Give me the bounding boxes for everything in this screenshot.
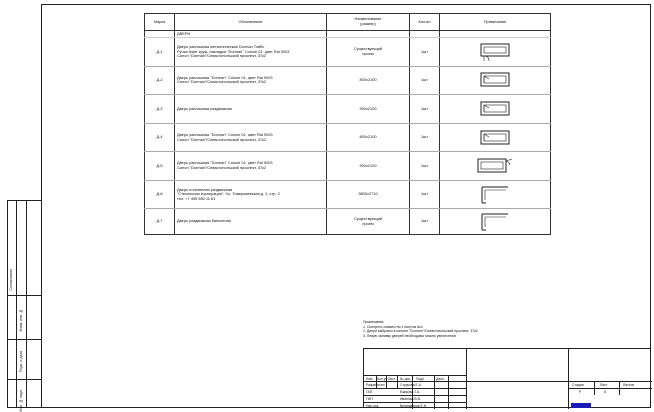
door-plan-sketch xyxy=(440,66,551,95)
stamp-stage-label: Стадия xyxy=(572,383,584,387)
stamp-divider xyxy=(466,349,467,409)
cell-qty: 1шт xyxy=(410,180,440,209)
cell-qty: 1шт xyxy=(410,66,440,95)
binding-label-replace: Взам. инв. № xyxy=(19,309,23,332)
table-row xyxy=(145,66,551,95)
note-line: 2. Двери выбраны в салоне "Dorman"/Севастопольский проспект, 37к2 xyxy=(363,329,478,334)
table-row xyxy=(145,123,551,152)
stamp-person: Иванова В.В. xyxy=(400,397,421,401)
stamp-person: Вениаминов Е.Н. xyxy=(400,404,428,408)
stamp-role: Нач.отд. xyxy=(366,404,380,408)
stamp-person: Струкова Е.А. xyxy=(400,383,422,387)
header-mark: Марка xyxy=(145,14,175,31)
cell-qty: 1шт xyxy=(410,95,440,124)
door-plan-sketch xyxy=(440,95,551,124)
header-name: Наименование (размер) xyxy=(327,14,410,31)
stamp-divider xyxy=(364,395,466,396)
binding-strip xyxy=(7,200,41,412)
cell-name: 900х2100 xyxy=(327,95,410,124)
stamp-sheet-value: 8 xyxy=(604,390,606,394)
header-designation: Обозначение xyxy=(175,14,327,31)
cell-qty: 1шт xyxy=(410,38,440,67)
stamp-divider xyxy=(568,388,652,389)
stamp-header-doc: № док. xyxy=(400,377,411,381)
stamp-divider xyxy=(448,375,449,409)
stamp-divider xyxy=(364,388,466,389)
cell-designation: Дверь стеклянная раздвижная "Стекольная корпорация", Хо. Тимирязевская д. 1, стр. 2 тел. +7 495 980 11 61 xyxy=(175,180,327,209)
cell-name: 800х2100 xyxy=(327,123,410,152)
stamp-role: ГИП xyxy=(366,397,373,401)
cell-mark: Д-1 xyxy=(145,38,175,67)
cell-mark: Д-4 xyxy=(145,123,175,152)
cell-designation: Дверь распашная металлическая Dorman Traffic Ручка Aster круж. накладка "Dorman" Colone 01, цвет Ral 9003 Силон "Dorman"/Севастопольский проспект, 37к2 xyxy=(175,38,327,67)
cell-designation: Дверь раздвижная балконная xyxy=(175,209,327,235)
stamp-role: ГАП xyxy=(366,390,373,394)
cell-name: 3800х2710 xyxy=(327,180,410,209)
title-block xyxy=(363,348,651,408)
door-plan-sketch xyxy=(440,209,551,235)
stamp-sheet-label: Лист xyxy=(600,383,608,387)
stamp-divider xyxy=(619,381,620,395)
cell-qty: 1шт xyxy=(410,123,440,152)
binding-label-sign: Подп. и дата xyxy=(19,351,23,373)
cell-name: Существующий проем xyxy=(327,38,410,67)
stamp-divider xyxy=(364,375,466,376)
stamp-header-sheet: Лист xyxy=(388,377,396,381)
table-row xyxy=(145,180,551,209)
stamp-person: Ежикова Т.А. xyxy=(400,390,421,394)
note-line: 1. Смотреть совместно с листом №4 xyxy=(363,324,423,329)
stamp-header-count: Кол.уч. xyxy=(377,377,389,381)
stamp-divider xyxy=(568,349,569,409)
company-logo-mark xyxy=(571,403,591,408)
table-row xyxy=(145,152,551,181)
door-plan-sketch xyxy=(440,123,551,152)
cell-mark: Д-6 xyxy=(145,180,175,209)
stamp-role: Разработал xyxy=(366,383,385,387)
binding-label-inventory: Инв. № подл. xyxy=(19,389,23,412)
section-row xyxy=(145,31,551,38)
binding-divider xyxy=(8,379,42,380)
cell-designation: Дверь распашная "Dorman" Colone 01, цвет Ral 9003 Силон "Dorman"/Севастопольский проспект, 37к2 xyxy=(175,123,327,152)
door-schedule-table xyxy=(144,13,551,235)
stamp-divider xyxy=(434,375,435,409)
cell-mark: Д-5 xyxy=(145,152,175,181)
cell-mark: Д-2 xyxy=(145,66,175,95)
cell-name: 900х2100 xyxy=(327,152,410,181)
table-header-row xyxy=(145,14,551,31)
note-line: 3. Левую заливку дверей необходимо можно увеличения xyxy=(363,333,456,338)
stamp-header-date: Дата xyxy=(436,377,444,381)
binding-divider xyxy=(26,201,27,407)
cell-name: Существующий проем xyxy=(327,209,410,235)
notes-title: Примечания: xyxy=(363,320,385,324)
cell-name: 800х2100 xyxy=(327,66,410,95)
door-plan-sketch xyxy=(440,38,551,67)
stamp-divider xyxy=(594,381,595,395)
binding-divider xyxy=(8,295,42,296)
header-note: Примечание xyxy=(440,14,551,31)
stamp-header-sign: Подп. xyxy=(416,377,426,381)
cell-mark: Д-3 xyxy=(145,95,175,124)
stamp-divider xyxy=(397,375,398,388)
door-plan-sketch xyxy=(440,180,551,209)
table-row xyxy=(145,38,551,67)
stamp-header-change: Изм. xyxy=(366,377,374,381)
cell-qty: 1шт xyxy=(410,152,440,181)
cell-designation: Дверь распашная раздвижная xyxy=(175,95,327,124)
table-row xyxy=(145,209,551,235)
section-title: ДВЕРИ xyxy=(175,31,327,38)
binding-divider xyxy=(8,339,42,340)
cell-qty: 1шт xyxy=(410,209,440,235)
stamp-divider xyxy=(364,381,652,382)
notes-block xyxy=(363,320,563,338)
cell-designation: Дверь распашная "Dorman" Colone 01, цвет Ral 9003 Силон "Dorman"/Севастопольский проспект, 37к2 xyxy=(175,66,327,95)
door-plan-sketch xyxy=(440,152,551,181)
binding-label-approved: Согласовано xyxy=(9,269,13,291)
table-row xyxy=(145,95,551,124)
cell-mark: Д-7 xyxy=(145,209,175,235)
header-qty: Кол-во xyxy=(410,14,440,31)
stamp-stage-value: Р xyxy=(579,390,582,394)
stamp-sheets-label: Листов xyxy=(623,383,635,387)
cell-designation: Дверь распашная "Dorman" Colone 01, цвет Ral 9003 Силон "Dorman"/Севастопольский проспект, 37к2 xyxy=(175,152,327,181)
binding-divider xyxy=(16,201,17,407)
stamp-divider xyxy=(364,402,466,403)
